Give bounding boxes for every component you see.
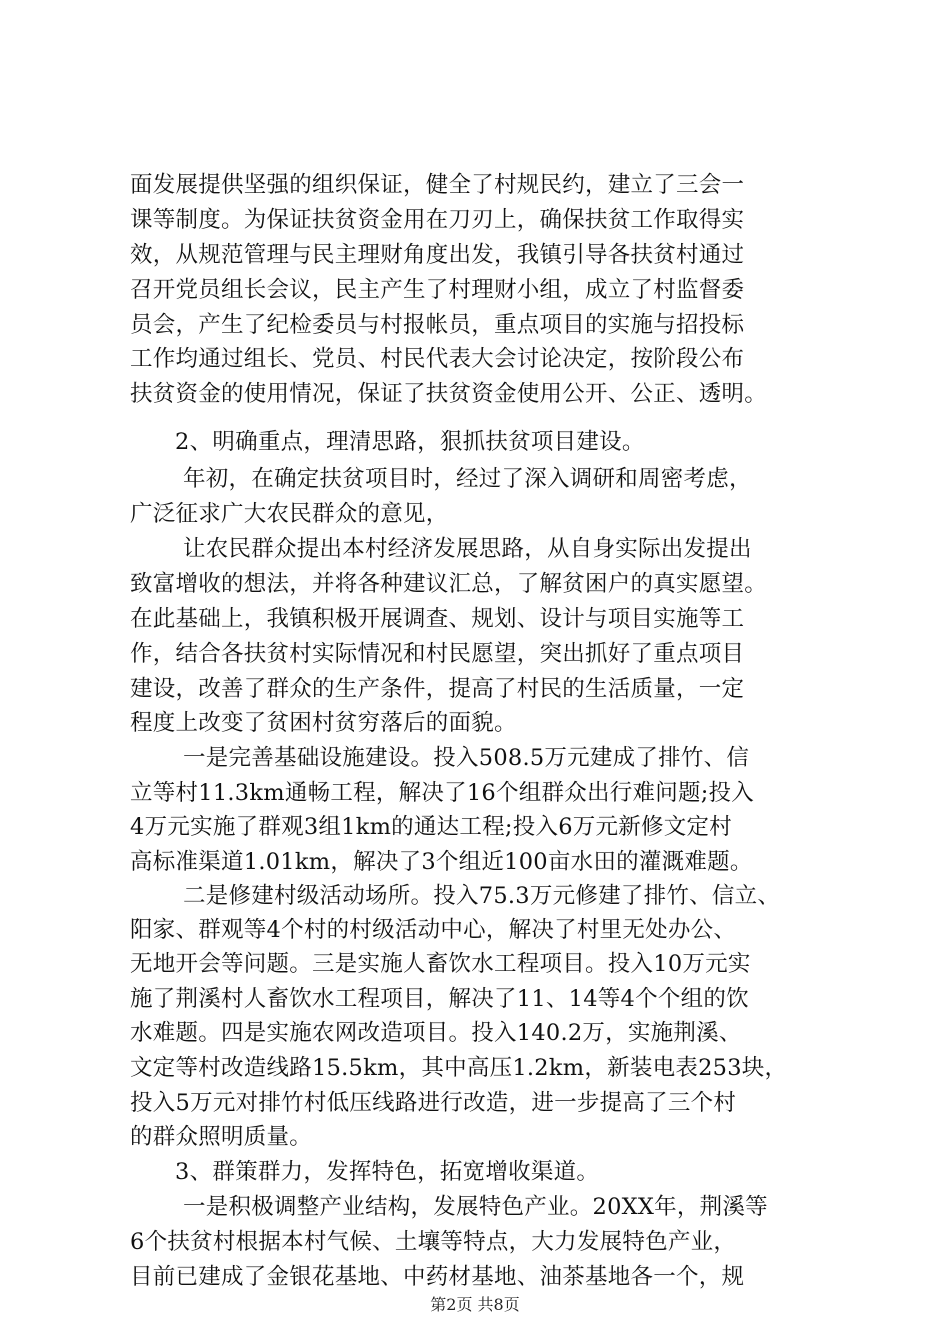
text-line: 工作均通过组长、党员、村民代表大会讨论决定，按阶段公布 [130, 346, 745, 372]
text-line: 一是积极调整产业结构，发展特色产业。20XX年，荆溪等 [183, 1194, 768, 1220]
text-line: 扶贫资金的使用情况，保证了扶贫资金使用公开、公正、透明。 [130, 381, 768, 407]
text-line: 的群众照明质量。 [130, 1124, 313, 1150]
text-line: 一是完善基础设施建设。投入508.5万元建成了排竹、信 [183, 745, 750, 771]
text-line: 阳家、群观等4个村的村级活动中心，解决了村里无处办公、 [130, 917, 737, 943]
text-line: 召开党员组长会议，民主产生了村理财小组，成立了村监督委 [130, 277, 745, 303]
text-line: 广泛征求广大农民群众的意见， [130, 501, 449, 527]
text-line: 3、群策群力，发挥特色，拓宽增收渠道。 [175, 1159, 600, 1185]
text-line: 文定等村改造线路15.5km，其中高压1.2km，新装电表253块， [130, 1055, 788, 1081]
text-line: 在此基础上，我镇积极开展调查、规划、设计与项目实施等工 [130, 606, 745, 632]
text-line: 2、明确重点，理清思路，狠抓扶贫项目建设。 [175, 429, 645, 455]
text-line: 4万元实施了群观3组1km的通达工程;投入6万元新修文定村 [130, 814, 733, 840]
page-footer: 第2页 共8页 [430, 1295, 520, 1314]
text-line: 年初，在确定扶贫项目时，经过了深入调研和周密考虑， [183, 466, 752, 492]
text-line: 效，从规范管理与民主理财角度出发，我镇引导各扶贫村通过 [130, 242, 745, 268]
text-line: 6个扶贫村根据本村气候、土壤等特点，大力发展特色产业， [130, 1229, 737, 1255]
text-line: 建设，改善了群众的生产条件，提高了村民的生活质量，一定 [130, 676, 745, 702]
text-line: 员会，产生了纪检委员与村报帐员，重点项目的实施与招投标 [130, 312, 745, 338]
text-line: 让农民群众提出本村经济发展思路，从自身实际出发提出 [183, 536, 752, 562]
text-line: 投入5万元对排竹村低压线路进行改造，进一步提高了三个村 [130, 1090, 737, 1116]
text-line: 课等制度。为保证扶贫资金用在刀刃上，确保扶贫工作取得实 [130, 207, 745, 233]
text-line: 二是修建村级活动场所。投入75.3万元修建了排竹、信立、 [183, 883, 781, 909]
text-line: 高标准渠道1.01km，解决了3个组近100亩水田的灌溉难题。 [130, 849, 753, 875]
text-line: 无地开会等问题。三是实施人畜饮水工程项目。投入10万元实 [130, 951, 751, 977]
text-line: 目前已建成了金银花基地、中药材基地、油茶基地各一个，规 [130, 1264, 745, 1290]
text-line: 水难题。四是实施农网改造项目。投入140.2万，实施荆溪、 [130, 1020, 742, 1046]
text-line: 施了荆溪村人畜饮水工程项目，解决了11、14等4个个组的饮 [130, 986, 749, 1012]
text-line: 立等村11.3km通畅工程，解决了16个组群众出行难问题;投入 [130, 780, 755, 806]
text-line: 程度上改变了贫困村贫穷落后的面貌。 [130, 710, 517, 736]
text-line: 面发展提供坚强的组织保证，健全了村规民约，建立了三会一 [130, 172, 745, 198]
text-line: 作，结合各扶贫村实际情况和村民愿望，突出抓好了重点项目 [130, 641, 745, 667]
text-line: 致富增收的想法，并将各种建议汇总，了解贫困户的真实愿望。 [130, 571, 768, 597]
